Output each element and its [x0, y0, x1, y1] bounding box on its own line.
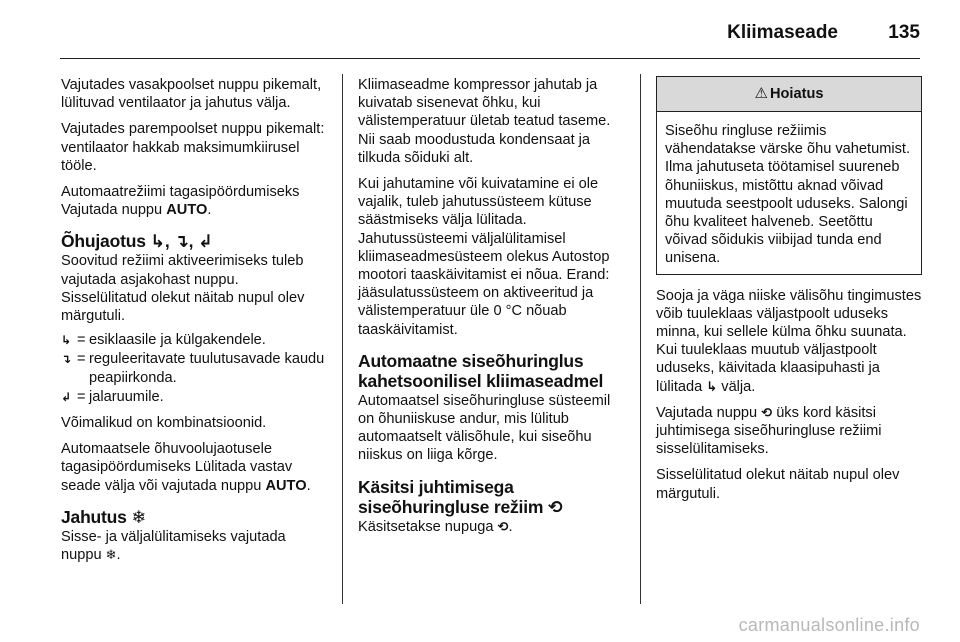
column-left	[61, 76, 327, 564]
air-distribution-icons: ↳, ↴, ↲	[150, 231, 213, 252]
paragraph: Sisselülitatud olekut näitab nupul olev märgutuli.	[61, 289, 305, 325]
paragraph: Automaatsele õhuvoolujaotusele tagasipöördumiseks Lülitada vastav seade välja või vajutada nuppu AUTO.	[61, 441, 311, 494]
warning-header	[657, 77, 921, 112]
column-middle	[358, 76, 626, 536]
head-airflow-icon: ↴	[61, 352, 72, 367]
paragraph: Automaatsel siseõhuringluse süsteemil on õhuniiskuse andur, mis lülitub automaatselt välisõhule, kui siseõhu niiskus on liiga kõrge.	[358, 392, 611, 464]
column-divider-2	[640, 74, 641, 604]
paragraph: Automaatrežiimi tagasipöördumiseks Vajutada nuppu AUTO.	[61, 184, 300, 219]
auto-key-label: AUTO	[265, 477, 307, 494]
paragraph: Võimalikud on kombinatsioonid.	[61, 415, 267, 432]
section-heading-cooling: Jahutus ❄	[61, 506, 146, 527]
paragraph: Sisselülitatud olekut näitab nupul olev märgutuli.	[656, 467, 900, 502]
list-item: ↳ = esiklaasile ja külgakendele.	[61, 332, 266, 349]
recirculation-icon: ⟲	[497, 518, 509, 534]
column-right	[656, 76, 922, 511]
footwell-airflow-icon: ↲	[61, 389, 72, 404]
page-header	[0, 0, 960, 52]
paragraph: Vajutades parempoolset nuppu pikemalt: ventilaator hakkab maksimumkiirusel tööle.	[61, 121, 325, 174]
list-item: ↲ = jalaruumile.	[61, 388, 164, 405]
warning-triangle-icon: ⚠	[754, 84, 768, 102]
paragraph: Käsitsetakse nupuga ⟲.	[358, 518, 513, 535]
definition-list	[61, 331, 327, 406]
section-heading-auto-recirculation: Automaatne siseõhuringlus kahetsoonilisel kliimaseadmel	[358, 350, 604, 391]
watermark: carmanualsonline.info	[738, 615, 920, 635]
snowflake-icon: ❄	[131, 506, 146, 527]
page-number: 135	[888, 22, 920, 43]
paragraph: Kui jahutamine või kuivatamine ei ole vajalik, tuleb jahutussüsteem kütuse säästmiseks välja lülitada. Jahutussüsteemi väljalülitamisel kliimaseadmesüsteem olekus Autostop mootori taaskäivitamist ei nõua. Erand: jääsulatussüsteem on aktiveeritud ja välistemperatuur üle 0 °C nõuab taaskäivitamist.	[358, 176, 610, 338]
paragraph: Soovitud režiimi aktiveerimiseks tuleb vajutada asjakohast nuppu.	[61, 253, 304, 288]
paragraph: Sooja ja väga niiske välisõhu tingimustes võib tuuleklaas väljastpoolt uduseks minna, kui sellele külma õhku suunata. Kui tuuleklaas muutub väljastpoolt uduseks, käivitada klaasipuhasti ja lülitada ↳ välja.	[656, 287, 922, 395]
chapter-title: Kliimaseade	[727, 22, 838, 43]
paragraph: Vajutada nuppu ⟲ üks kord käsitsi juhtimisega siseõhuringluse režiimi sisselülitamiseks.	[656, 404, 882, 458]
recirculation-icon: ⟲	[761, 404, 773, 420]
column-divider-1	[342, 74, 343, 604]
warning-text: Siseõhu ringluse režiimis vähendatakse värske õhu vahetumist. Ilma jahutuseta töötamisel suureneb õhuniiskus, mistõttu aknad võivad muutuda seestpoolt uduseks. Salongi õhu kvaliteet halveneb. Seetõttu võivad sõidukis viibijad tunda end unisena.	[665, 123, 910, 267]
header-divider	[60, 58, 920, 59]
section-heading-air-distribution: Õhujaotus ↳, ↴, ↲	[61, 231, 213, 252]
snowflake-icon: ❄	[105, 547, 117, 563]
paragraph: Kliimaseadme kompressor jahutab ja kuivatab sisenevat õhku, kui välistemperatuur ületab teatud taseme. Nii saab moodustuda kondensaat ja tilkuda sõiduki alt.	[358, 77, 611, 166]
list-item: ↴ = reguleeritavate tuulutusavade kaudu peapiirkonda.	[61, 351, 325, 386]
windscreen-airflow-icon: ↳	[706, 378, 718, 394]
paragraph: Vajutades vasakpoolset nuppu pikemalt, lülituvad ventilaator ja jahutus välja.	[61, 77, 322, 112]
auto-key-label: AUTO	[166, 202, 208, 219]
paragraph: Sisse- ja väljalülitamiseks vajutada nuppu ❄.	[61, 528, 286, 564]
windscreen-airflow-icon: ↳	[61, 333, 72, 348]
section-heading-manual-recirculation: Käsitsi juhtimisega siseõhuringluse režiim ⟲	[358, 476, 563, 517]
warning-box	[656, 76, 922, 275]
recirculation-icon: ⟲	[547, 496, 563, 517]
warning-title: Hoiatus	[769, 85, 824, 102]
